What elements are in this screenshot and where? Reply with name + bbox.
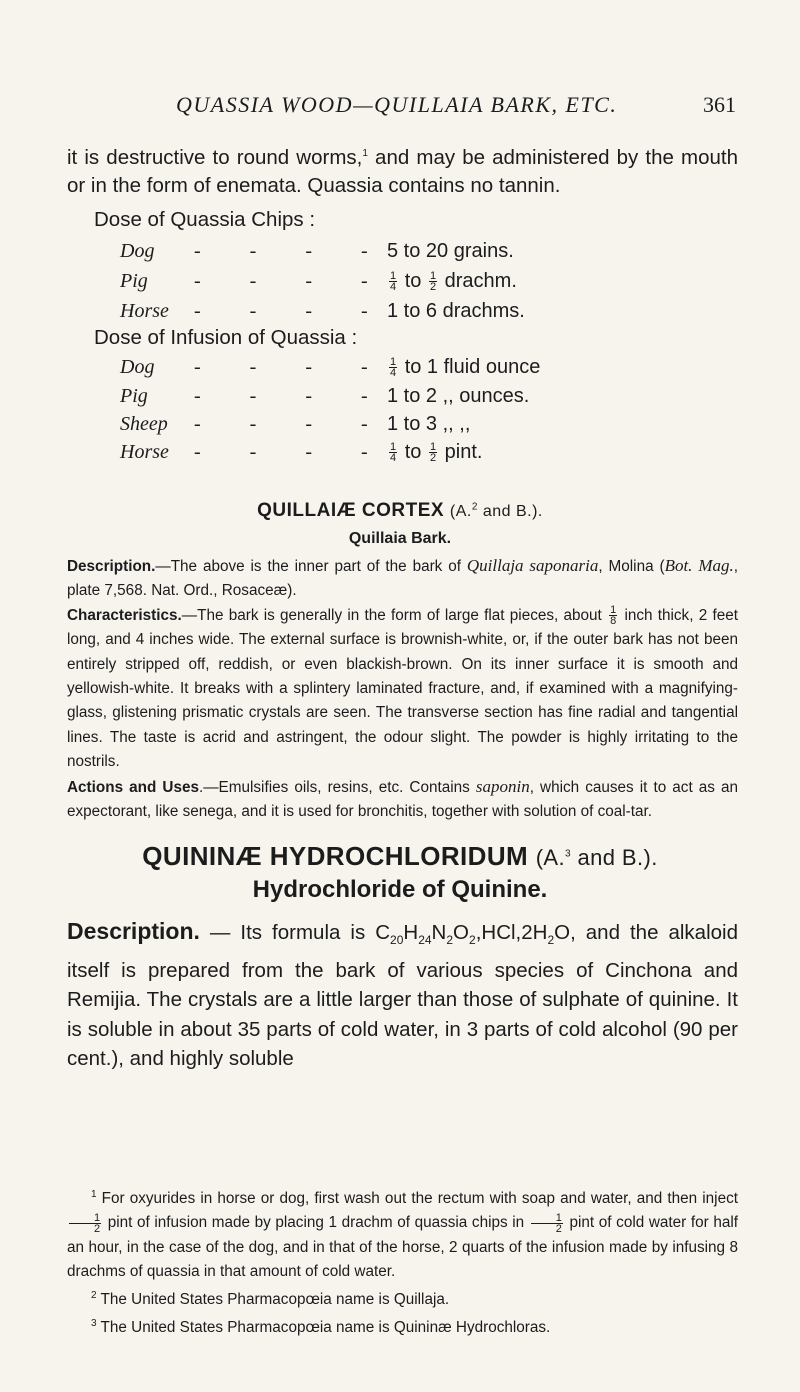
dose-row: Horse - - - - $\frac{1}{4}$ to $\frac{1}{2}$ pint.	[120, 441, 483, 465]
footnote-3: $^3$ The United States Pharmacopœia name is Quininæ Hydrochloras.	[91, 1318, 551, 1337]
quillaia-body	[67, 554, 738, 824]
dose-row: Pig - - - - 1 to 2 ,, ounces.	[120, 385, 530, 407]
quillaia-subtitle: Quillaia Bark.	[348, 530, 452, 547]
quinine-title: QUININÆ HYDROCHLORIDUM (A.$^3$ and B.).	[142, 841, 658, 871]
dose-row: Pig - - - - $\frac{1}{4}$ to $\frac{1}{2}$ drachm.	[120, 270, 517, 294]
running-header	[176, 92, 736, 122]
dose-row: Horse - - - - 1 to 6 drachms.	[120, 300, 525, 322]
footnotes	[67, 1183, 738, 1341]
quillaia-actions: Actions and Uses.—Emulsifies oils, resins, etc. Contains saponin, which causes it to act as an expectorant, like senega, and it is used for bronchitis, together with solution of coal-tar.	[67, 776, 738, 821]
footnote-1: $^1$ For oxyurides in horse or dog, first wash out the rectum with soap and water, and then inject $\frac{1}{2}$ pint of infusion made by placing 1 drachm of quassia chips in $\frac{1}{2}$ pint of cold water for half an hour, in the case of the dog, and in that of the horse, 2 quarts of the infusion made by infusing 8 drachms of quassia in that amount of cold water.	[67, 1189, 738, 1280]
quinine-subtitle: Hydrochloride of Quinine.	[252, 876, 548, 903]
dose-row: Dog - - - - $\frac{1}{4}$ to 1 fluid ounce	[120, 356, 541, 380]
footnote-ref-1: 1	[362, 148, 368, 159]
quillaia-title: QUILLAIÆ CORTEX (A.$^2$ and B.).	[257, 500, 543, 521]
quinine-description: Description. — Its formula is $C_{20}H_{24}N_2O_2,HCl,2H_2O$, and the alkaloid itself is prepared from the bark of various species of Cinchona and Remijia. The crystals are a little larger than those of sulphate of quinine. It is soluble in about 35 parts of cold water, in 3 parts of cold alcohol (90 per cent.), and highly soluble	[67, 918, 738, 1071]
infusion-dose-heading: Dose of Infusion of Quassia :	[94, 326, 358, 349]
chips-dose-heading: Dose of Quassia Chips :	[94, 208, 316, 231]
intro-paragraph: it is destructive to round worms,$^1$ and may be administered by the mouth or in the form of enemata. Quassia contains no tannin.	[67, 145, 739, 197]
page-number: 361	[703, 92, 736, 117]
dose-row: Sheep - - - - 1 to 3 ,, ,,	[120, 413, 471, 435]
footnote-2: $^2$ The United States Pharmacopœia name is Quillaja.	[91, 1289, 450, 1308]
quillaia-description: Description.—The above is the inner part of the bark of Quillaja saponaria, Molina (Bot. Mag., plate 7,568. Nat. Ord., Rosaceæ).	[67, 556, 738, 600]
dose-row: Dog - - - - 5 to 20 grains.	[120, 240, 514, 262]
running-title: QUASSIA WOOD—QUILLAIA BARK, ETC.	[176, 92, 618, 117]
quillaia-characteristics: Characteristics.—The bark is generally in the form of large flat pieces, about $\frac{1}{8}$ inch thick, 2 feet long, and 4 inches wide. The external surface is brownish-white, or, if the outer bark has not been entirely stripped off, reddish, or even blackish-brown. On its inner surface it is smooth and yellowish-white. It breaks with a splintery laminated fracture, and, if examined with a magnifying-glass, glistening prismatic crystals are seen. The transverse section has fine radial and tangential lines. The taste is acrid and astringent, the odour slight. The powder is highly irritating to the nostrils.	[67, 604, 738, 771]
